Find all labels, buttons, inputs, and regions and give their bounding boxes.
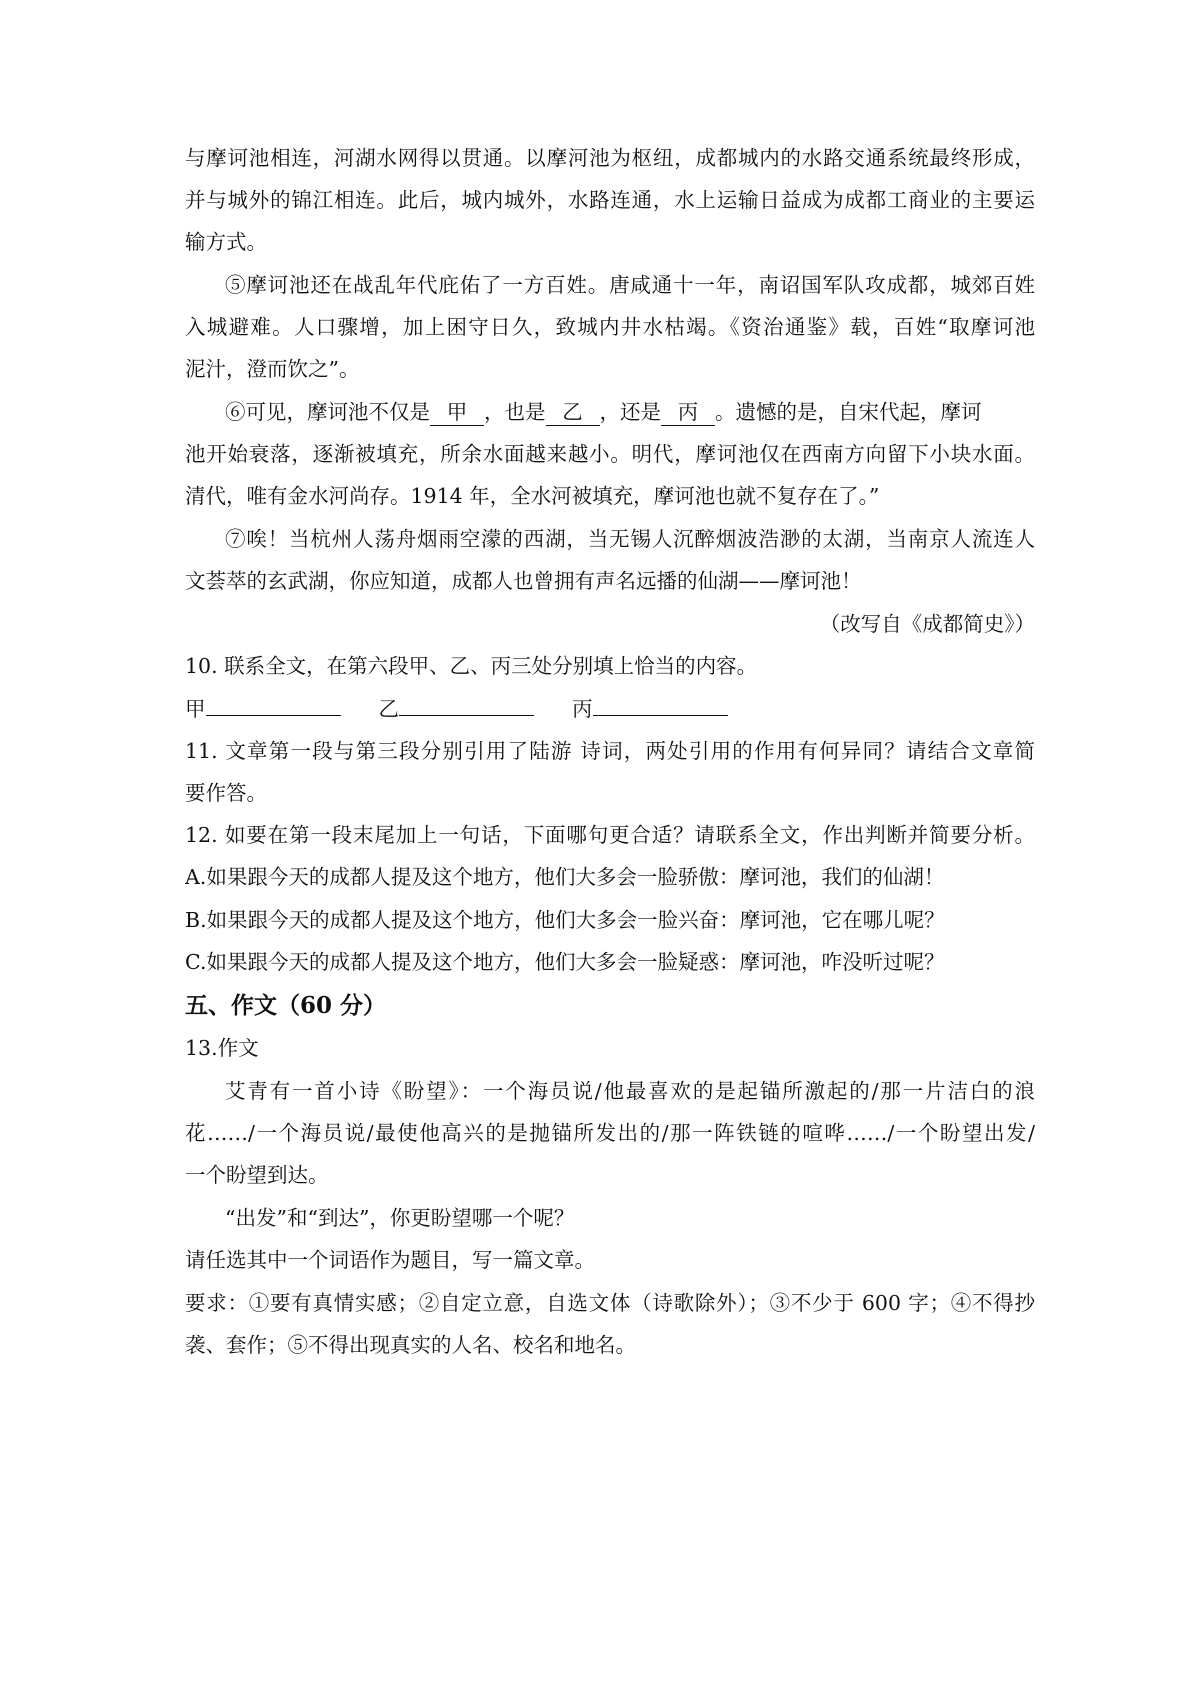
composition-prompt: “出发”和“到达”，你更盼望哪一个呢？ <box>225 1206 575 1230</box>
question-13: 13.作文 <box>185 1036 259 1060</box>
paragraph-6-text: ⑥可见，摩诃池不仅是 <box>225 400 430 424</box>
answer-blank-jia <box>206 693 341 716</box>
poem-line: 艾青有一首小诗《盼望》：一个海员说/他最喜欢的是起锚所激起的/那一片洁白的浪 <box>225 1079 1035 1103</box>
paragraph-5-line: 泥汁，澄而饮之”。 <box>185 357 360 381</box>
paragraph-6-text: ，也是 <box>484 400 546 424</box>
blank-label-bing: 丙 <box>572 697 593 721</box>
paragraph-7-line: ⑦唉！当杭州人荡舟烟雨空濛的西湖，当无锡人沉醉烟波浩渺的太湖，当南京人流连人 <box>225 527 1035 551</box>
source-citation: （改写自《成都简史》） <box>819 612 1035 636</box>
paragraph-6-line: 清代，唯有金水河尚存。1914 年，全水河被填充，摩诃池也就不复存在了。” <box>185 484 880 508</box>
answer-blanks-row <box>185 693 1035 723</box>
requirements-line: 袭、套作；⑤不得出现真实的人名、校名和地名。 <box>185 1333 636 1357</box>
paragraph-5-line: 入城避难。人口骤增，加上困守日久，致城内井水枯竭。《资治通鉴》载，百姓“取摩诃池 <box>185 315 1035 339</box>
paragraph-6-text: ，还是 <box>599 400 661 424</box>
option-c: C.如果跟今天的成都人提及这个地方，他们大多会一脸疑惑：摩诃池，咋没听过呢？ <box>185 950 945 974</box>
composition-task: 请任选其中一个词语作为题目，写一篇文章。 <box>185 1248 595 1272</box>
paragraph-7-line: 文荟萃的玄武湖，你应知道，成都人也曾拥有声名远播的仙湖——摩诃池！ <box>185 569 862 593</box>
requirements-line: 要求：①要有真情实感；②自定立意，自选文体（诗歌除外）；③不少于 600 字；④不得抄 <box>185 1291 1035 1315</box>
answer-blank-bing <box>593 693 728 716</box>
question-12: 12. 如要在第一段末尾加上一句话，下面哪句更合适？请联系全文，作出判断并简要分析。 <box>185 823 1035 847</box>
section-heading: 五、作文（60 分） <box>185 992 387 1019</box>
option-b: B.如果跟今天的成都人提及这个地方，他们大多会一脸兴奋：摩诃池，它在哪儿呢？ <box>185 908 945 932</box>
question-10: 10. 联系全文，在第六段甲、乙、丙三处分别填上恰当的内容。 <box>185 654 758 678</box>
question-11-line: 要作答。 <box>185 781 267 805</box>
poem-line: 一个盼望到达。 <box>185 1163 329 1187</box>
paragraph-5-line: ⑤摩诃池还在战乱年代庇佑了一方百姓。唐咸通十一年，南诏国军队攻成都，城郊百姓 <box>225 273 1035 297</box>
poem-line: 花……/一个海员说/最使他高兴的是抛锚所发出的/那一阵铁链的喧哗……/一个盼望出发/ <box>185 1121 1035 1145</box>
option-a: A.如果跟今天的成都人提及这个地方，他们大多会一脸骄傲：摩诃池，我们的仙湖！ <box>185 865 945 889</box>
blank-yi: 乙 <box>546 399 600 426</box>
answer-blank-yi <box>399 693 534 716</box>
blank-jia: 甲 <box>430 399 484 426</box>
blank-bing: 丙 <box>661 399 715 426</box>
passage-line: 与摩诃池相连，河湖水网得以贯通。以摩河池为枢纽，成都城内的水路交通系统最终形成， <box>185 146 1035 170</box>
question-11-line: 11. 文章第一段与第三段分别引用了陆游 诗词，两处引用的作用有何异同？请结合文章简 <box>185 739 1035 763</box>
blank-label-jia: 甲 <box>185 697 206 721</box>
paragraph-6-text: 。遗憾的是，自宋代起，摩诃 <box>715 400 982 424</box>
paragraph-6-line: 池开始衰落，逐渐被填充，所余水面越来越小。明代，摩诃池仅在西南方向留下小块水面。 <box>185 442 1035 466</box>
passage-line: 输方式。 <box>185 230 267 254</box>
passage-line: 并与城外的锦江相连。此后，城内城外，水路连通，水上运输日益成为成都工商业的主要运 <box>185 188 1035 212</box>
blank-label-yi: 乙 <box>378 697 399 721</box>
paragraph-6-line <box>225 397 1035 427</box>
